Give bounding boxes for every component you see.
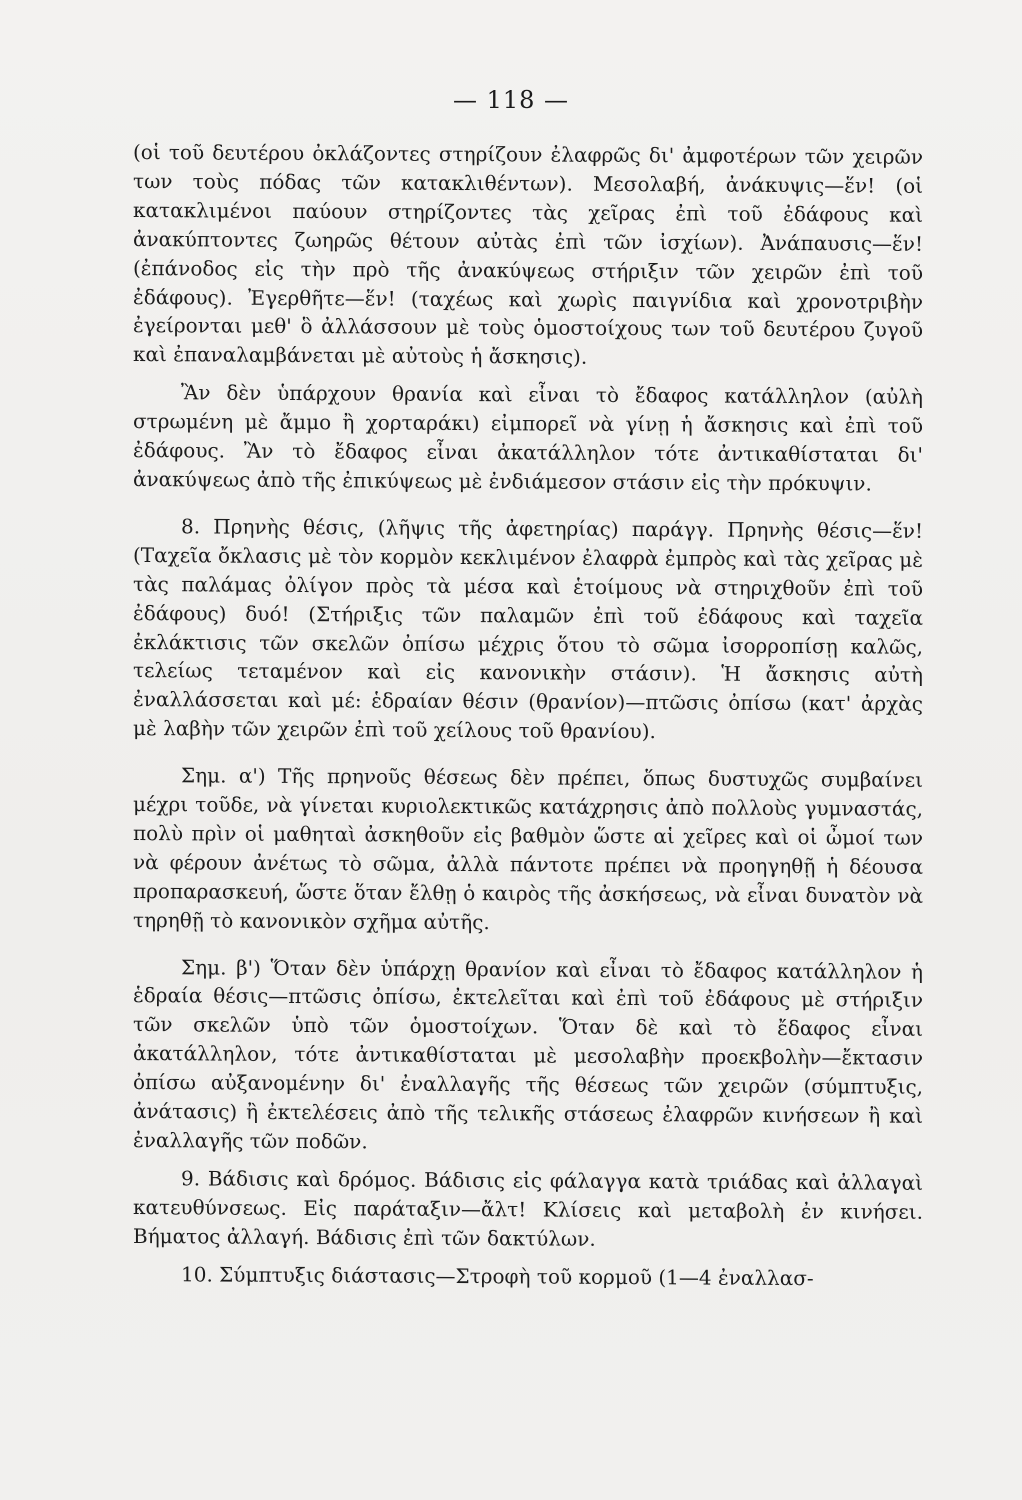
paragraph-alternative-ground: Ἂν δὲν ὑπάρχουν θρανία καὶ εἶναι τὸ ἔδαφος κατάλληλον (αὐλὴ στρωμένη μὲ ἄμμο ἢ χορταράκι) εἰμπορεῖ νὰ γίνῃ ἡ ἄσκησις καὶ ἐπὶ τοῦ ἐδάφους. Ἂν τὸ ἔδαφος εἶναι ἀκατάλληλον τότε ἀντικαθίσταται δι' ἀνακύψεως ἀπὸ τῆς ἐπικύψεως μὲ ἐνδιάμεσον στάσιν εἰς τὴν πρόκυψιν. [133, 380, 923, 496]
paragraph-prone-position: 8. Πρηνὴς θέσις, (λῆψις τῆς ἀφετηρίας) παράγγ. Πρηνὴς θέσις—ἕν! (Ταχεῖα ὄκλασις μὲ τὸν κορμὸν κεκλιμένον ἐλαφρὰ ἐμπρὸς καὶ τὰς χεῖρας μὲ τὰς παλάμας ὀλίγον πρὸς τὰ μέσα καὶ ἑτοίμους νὰ στηριχθοῦν ἐπὶ τοῦ ἐδάφους) δυό! (Στήριξις τῶν παλαμῶν ἐπὶ τοῦ ἐδάφους καὶ ταχεῖα ἐκλάκτισις τῶν σκελῶν ὀπίσω μέχρις ὅτου τὸ σῶμα ἰσορροπίσῃ καλῶς, τελείως τεταμένον καὶ εἰς κανονικὴν στάσιν). Ἡ ἄσκησις αὐτὴ ἐναλλάσσεται καὶ μέ: ἑδραίαν θέσιν (θρανίον)—πτῶσις ὀπίσω (κατ' ἀρχὰς μὲ λαβὴν τῶν χειρῶν ἐπὶ τοῦ χείλους τοῦ θρανίου). [133, 514, 923, 744]
paragraph-note-a: Σημ. α') Τῆς πρηνοῦς θέσεως δὲν πρέπει, ὅπως δυστυχῶς συμβαίνει μέχρι τοῦδε, νὰ γίνεται κυριολεκτικῶς κατάχρησις ἀπὸ πολλοὺς γυμναστάς, πολὺ πρὶν οἱ μαθηταὶ ἀσκηθοῦν εἰς βαθμὸν ὥστε αἱ χεῖρες καὶ οἱ ὦμοί των νὰ φέρουν ἀνέτως τὸ σῶμα, ἀλλὰ πάντοτε πρέπει νὰ προηγηθῇ ἡ δέουσα προπαρασκευή, ὥστε ὅταν ἔλθῃ ὁ καιρὸς τῆς ἀσκήσεως, νὰ εἶναι δυνατὸν νὰ τηρηθῇ τὸ κανονικὸν σχῆμα αὐτῆς. [133, 763, 923, 934]
paragraph-marching: 9. Βάδισις καὶ δρόμος. Βάδισις εἰς φάλαγγα κατὰ τριάδας καὶ ἀλλαγαὶ κατευθύνσεως. Εἰς παράταξιν—ἄλτ! Κλίσεις καὶ μεταβολὴ ἐν κινήσει. Βήματος ἀλλαγή. Βάδισις ἐπὶ τῶν δακτύλων. [133, 1166, 923, 1251]
page-body [133, 138, 923, 1293]
paragraph-exercise-continuation: (οἱ τοῦ δευτέρου ὀκλάζοντες στηρίζουν ἐλαφρῶς δι' ἀμφοτέρων τῶν χειρῶν των τοὺς πόδας τῶν κατακλιθέντων). Μεσολαβή, ἀνάκυψις—ἕν! (οἱ κατακλιμένοι παύουν στηρίζοντες τὰς χεῖρας ἐπὶ τοῦ ἐδάφους καὶ ἀνακύπτοντες ζωηρῶς θέτουν αὐτὰς ἐπὶ τῶν ἰσχίων). Ἀνάπαυσις—ἕν! (ἐπάνοδος εἰς τὴν πρὸ τῆς ἀνακύψεως στήριξιν τῶν χειρῶν ἐπὶ τοῦ ἐδάφους). Ἐγερθῆτε—ἕν! (ταχέως καὶ χωρὶς παιγνίδια καὶ χρονοτριβὴν ἐγείρονται μεθ' ὃ ἀλλάσσουν μὲ τοὺς ὁμοστοίχους των τοῦ δευτέρου ζυγοῦ καὶ ἐπαναλαμβάνεται μὲ αὐτοὺς ἡ ἄσκησις). [133, 140, 923, 370]
page-number: — 118 — [452, 86, 570, 114]
paragraph-trunk-rotation: 10. Σύμπτυξις διάστασις—Στροφὴ τοῦ κορμοῦ (1—4 ἐναλλασ- [181, 1261, 814, 1290]
paragraph-note-b: Σημ. β') Ὅταν δὲν ὑπάρχῃ θρανίον καὶ εἶναι τὸ ἔδαφος κατάλληλον ἡ ἑδραία θέσις—πτῶσις ὀπίσω, ἐκτελεῖται καὶ ἐπὶ τοῦ ἐδάφους μὲ στήριξιν τῶν σκελῶν ὑπὸ τῶν ὁμοστοίχων. Ὅταν δὲ καὶ τὸ ἔδαφος εἶναι ἀκατάλληλον, τότε ἀντικαθίσταται μὲ μεσολαβὴν προεκβολὴν—ἔκτασιν ὀπίσω αὐξανομένην δι' ἐναλλαγῆς τῆς θέσεως τῶν χειρῶν (σύμπτυξις, ἀνάτασις) ἢ ἐκτελέσεις ἀπὸ τῆς τελικῆς στάσεως ἐλαφρῶν κινήσεων ἢ καὶ ἐναλλαγῆς τῶν ποδῶν. [133, 954, 923, 1154]
